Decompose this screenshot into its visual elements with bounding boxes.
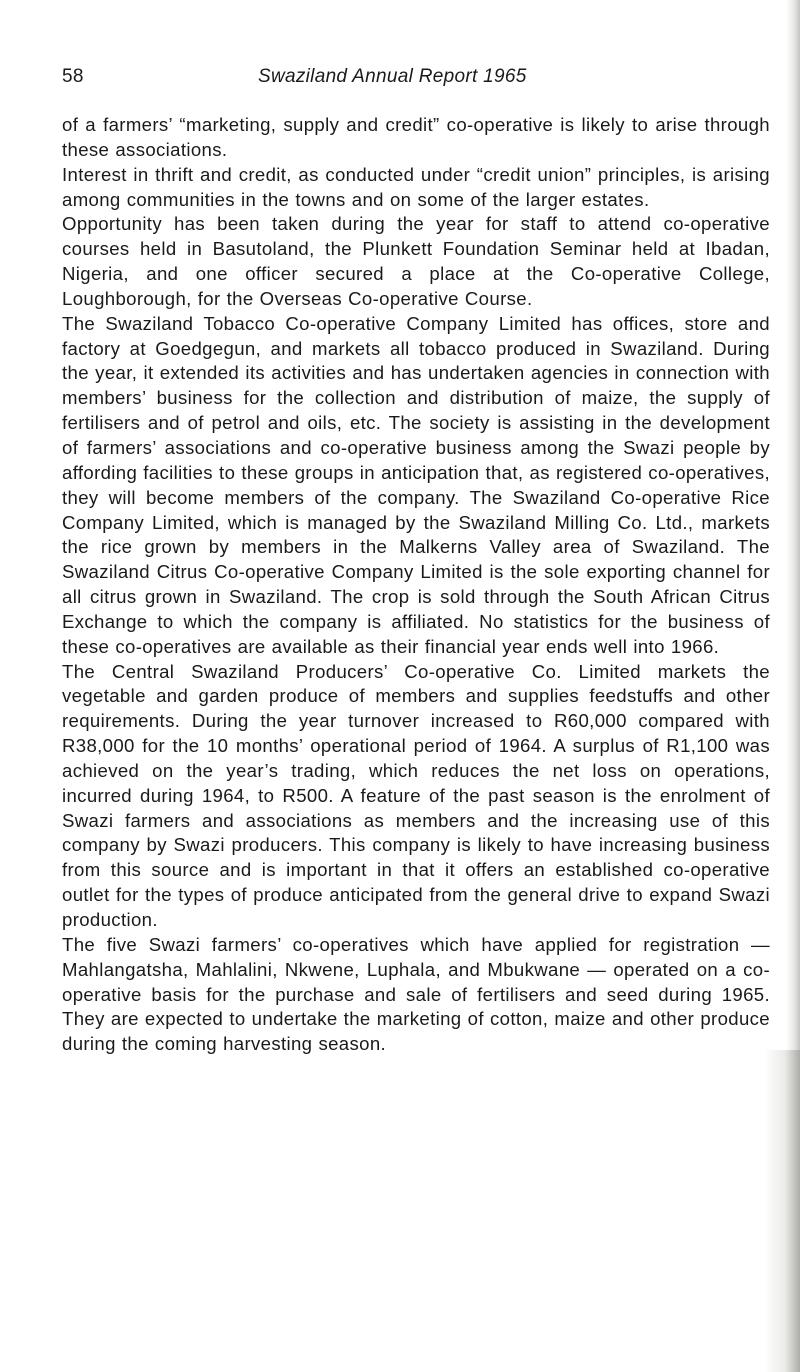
page-edge-shadow-lower (764, 1050, 800, 1372)
page-header (62, 66, 770, 94)
body-text (62, 113, 770, 1057)
paragraph-farmers-associations: of a farmers’ “marketing, supply and credit” co-operative is likely to arise through these associations. (62, 114, 770, 160)
page-number: 58 (62, 66, 84, 87)
paragraph-swazi-cooperatives: The five Swazi farmers’ co-operatives which have applied for registration — Mahlangatsha, Mahlalini, Nkwene, Luphala, and Mbukwane — operated on a co-operative basis for the purchase and sale of fertilisers and seed during 1965. They are expected to undertake the marketing of cotton, maize and other produce during the coming harvesting season. (62, 933, 770, 1055)
paragraph-tobacco-rice-citrus: The Swaziland Tobacco Co-operative Company Limited has offices, store and factory at Goedgegun, and markets all tobacco produced in Swaziland. During the year, it extended its activities and has undertaken agencies in connection with members’ business for the collection and distribution of maize, the supply of fertilisers and of petrol and oils, etc. The society is assisting in the development of farmers’ associations and co-operative business among the Swazi people by affording facilities to these groups in anticipation that, as registered co-operatives, they will become members of the company. The Swaziland Co-operative Rice Company Limited, which is managed by the Swaziland Milling Co. Ltd., markets the rice grown by members in the Malkerns Valley area of Swaziland. The Swaziland Citrus Co-operative Company Limited is the sole exporting channel for all citrus grown in Swaziland. The crop is sold through the South African Citrus Exchange to which the company is affiliated. No statistics for the business of these co-operatives are available as their financial year ends well into 1966. (62, 312, 770, 657)
paragraph-central-producers: The Central Swaziland Producers’ Co-operative Co. Limited markets the vegetable and garden produce of members and supplies feedstuffs and other requirements. During the year turnover increased to R60,000 compared with R38,000 for the 10 months’ operational period of 1964. A surplus of R1,100 was achieved on the year’s trading, which reduces the net loss on operations, incurred during 1964, to R500. A feature of the past season is the enrolment of Swazi farmers and associations as members and the increasing use of this company by Swazi producers. This company is likely to have increasing business from this source and is important in that it offers an established co-operative outlet for the types of produce anticipated from the general drive to expand Swazi production. (62, 660, 770, 930)
paragraph-staff-training: Opportunity has been taken during the year for staff to attend co-operative courses held in Basutoland, the Plunkett Foundation Seminar held at Ibadan, Nigeria, and one officer secured a place at the Co-operative College, Loughborough, for the Overseas Co-operative Course. (62, 213, 770, 309)
running-title: Swaziland Annual Report 1965 (258, 66, 527, 87)
paragraph-thrift-and-credit: Interest in thrift and credit, as conducted under “credit union” principles, is arising among communities in the towns and on some of the larger estates. (62, 163, 770, 210)
